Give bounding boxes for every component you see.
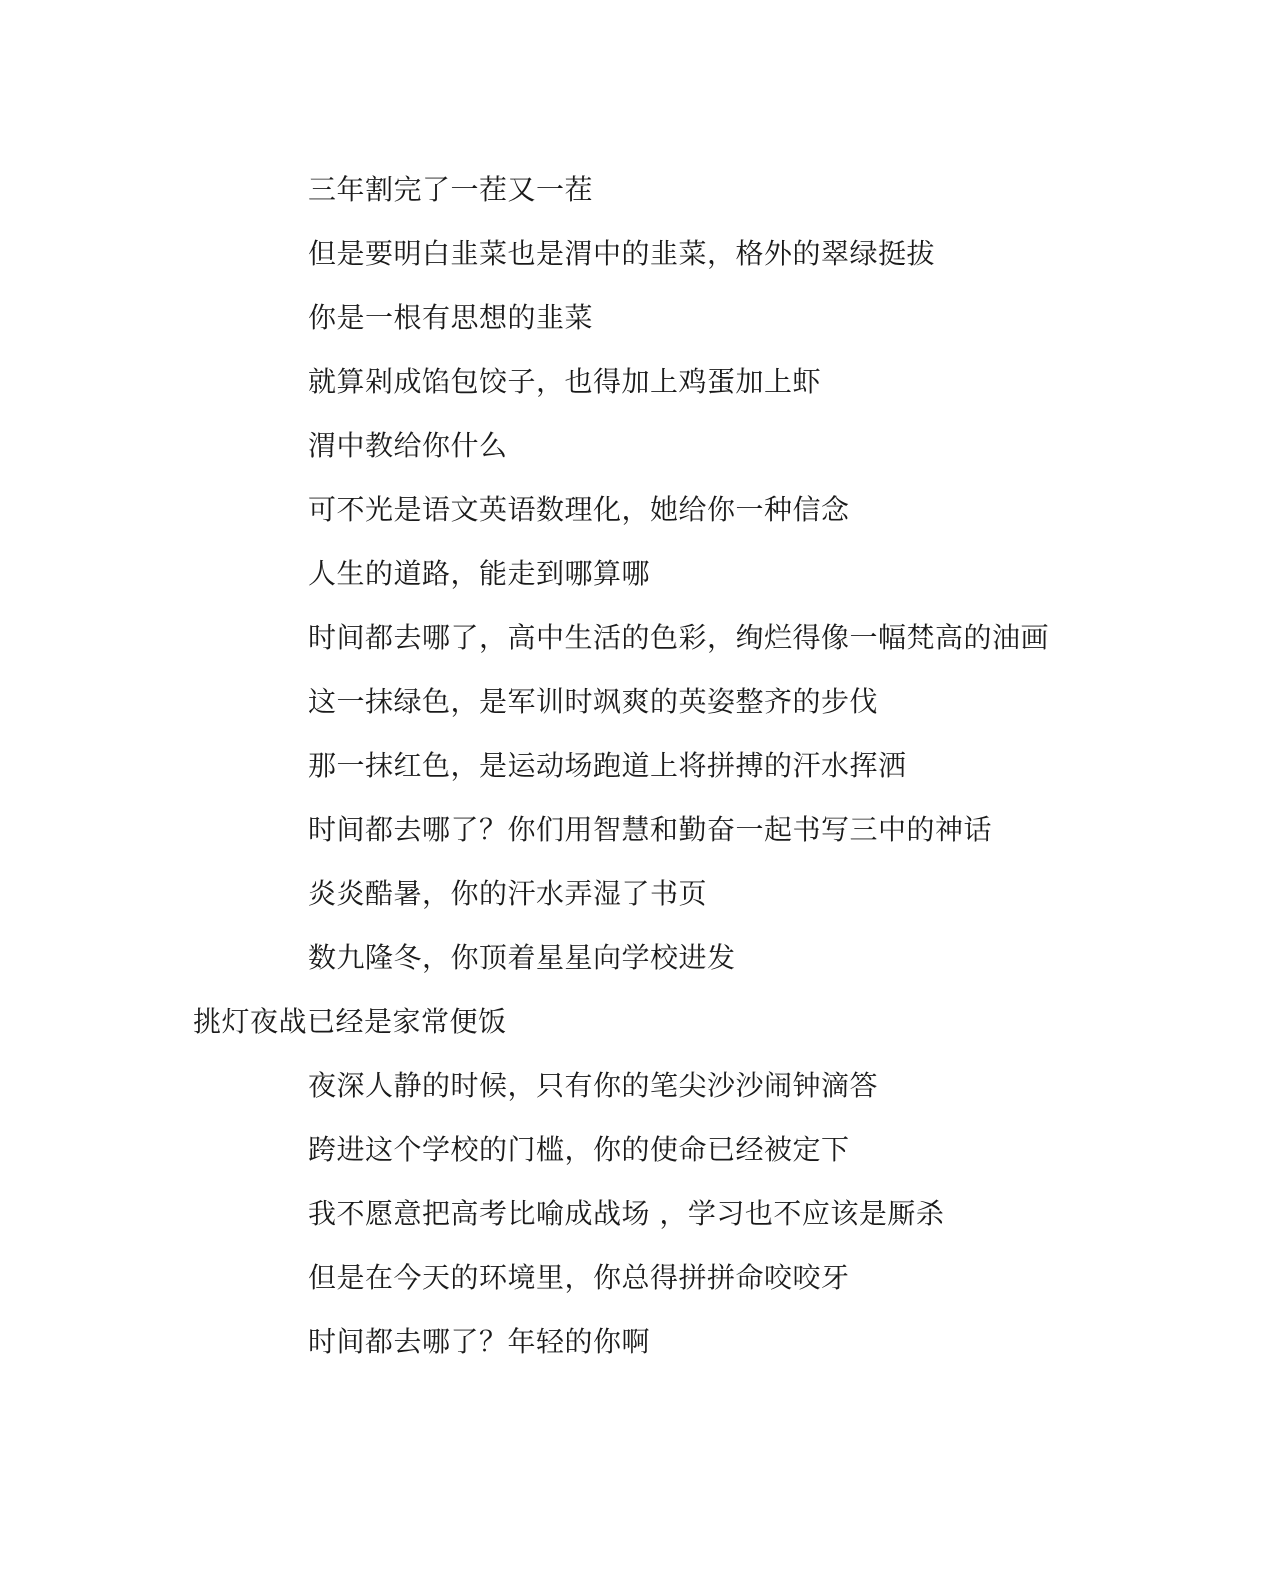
text-line-16: 跨进这个学校的门槛，你的使命已经被定下: [308, 1133, 850, 1166]
text-line-11: 时间都去哪了？你们用智慧和勤奋一起书写三中的神话: [308, 813, 993, 846]
text-line-9: 这一抹绿色，是军训时飒爽的英姿整齐的步伐: [308, 685, 879, 718]
text-line-5: 渭中教给你什么: [308, 429, 508, 462]
text-line-6: 可不光是语文英语数理化，她给你一种信念: [308, 493, 850, 526]
text-line-13: 数九隆冬，你顶着星星向学校进发: [308, 941, 736, 974]
text-line-19: 时间都去哪了？年轻的你啊: [308, 1325, 651, 1358]
text-line-10: 那一抹红色，是运动场跑道上将拼搏的汗水挥洒: [308, 749, 907, 782]
text-line-1: 三年割完了一茬又一茬: [308, 173, 594, 206]
text-line-18: 但是在今天的环境里，你总得拼拼命咬咬牙: [308, 1261, 850, 1294]
text-line-14: 挑灯夜战已经是家常便饭: [193, 1005, 507, 1038]
text-line-4: 就算剁成馅包饺子，也得加上鸡蛋加上虾: [308, 365, 822, 398]
text-line-3: 你是一根有思想的韭菜: [308, 301, 594, 334]
text-line-12: 炎炎酷暑，你的汗水弄湿了书页: [308, 877, 708, 910]
text-line-15: 夜深人静的时候，只有你的笔尖沙沙闹钟滴答: [308, 1069, 879, 1102]
text-line-2: 但是要明白韭菜也是渭中的韭菜，格外的翠绿挺拔: [308, 237, 936, 270]
text-line-17: 我不愿意把高考比喻成战场 ，学习也不应该是厮杀: [308, 1197, 945, 1230]
text-line-7: 人生的道路，能走到哪算哪: [308, 557, 651, 590]
text-line-8: 时间都去哪了，高中生活的色彩，绚烂得像一幅梵高的油画: [308, 621, 1050, 654]
